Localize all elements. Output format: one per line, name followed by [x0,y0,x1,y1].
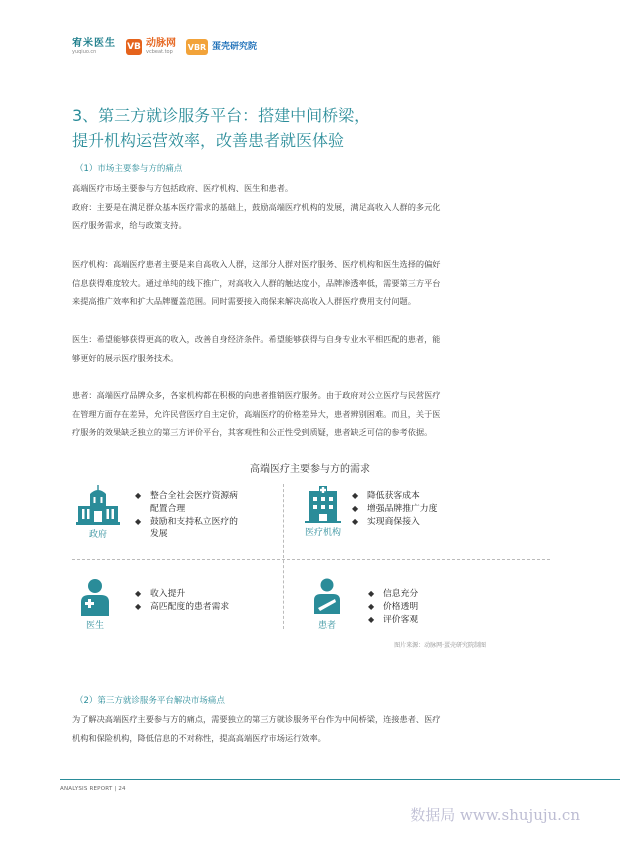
title-line: 3、第三方就诊服务平台：搭建中间桥梁， [72,106,371,125]
institution-quadrant-icon [305,485,341,538]
header-logos [72,36,257,58]
doctor-paragraph [72,330,552,367]
government-needs-list [135,490,240,541]
text-line: 疗服务的效果缺乏独立的第三方评价平台，其客观性和公正性受到质疑，患者缺乏可信的参考依据。 [72,427,433,437]
page-title [72,103,552,153]
figure-title: 高端医疗主要参与方的需求 [250,464,370,475]
text-line: 在管理方面存在差异，允许民营医疗自主定价，高端医疗的价格差异大，患者辨别困难。而且，关于医 [72,408,441,419]
list-item: ◆ 整合全社会医疗资源病配置合理 [135,490,240,516]
institution-needs-list [352,490,502,528]
logo-text: 宥米医生 [72,38,116,49]
text-line: 机构和保险机构，降低信息的不对称性，提高高端医疗市场运行效率。 [72,732,326,743]
text-line: 高端医疗市场主要参与方包括政府、医疗机构、医生和患者。 [72,183,294,193]
list-item: ◆ 收入提升 [135,588,275,601]
institution-paragraph [72,255,552,311]
figure-vertical-divider [283,484,284,629]
vbr-logo [186,39,257,55]
logo-sub: yuqiuo.cn [72,49,97,55]
text-line: 信息获得难度较大。通过单纯的线下推广，对高收入人群的触达度小，品牌渗透率低，需要第三方平台 [72,277,441,288]
vbr-mark-icon: VBR [186,39,208,55]
text-line: 够更好的展示医疗服务技术。 [72,352,179,363]
section-heading: （1）市场主要参与方的痛点 [75,164,183,174]
text-line: 来提高推广效率和扩大品牌覆盖范围。同时需要接入商保来解决高收入人群医疗费用支付问题。 [72,296,416,306]
vcbeat-mark-icon: VB [126,39,142,55]
government-building-icon [76,485,120,525]
list-item: ◆ 增强品牌推广力度 [352,503,502,516]
patient-needs-list [368,588,508,626]
doctor-quadrant-icon [79,578,111,631]
list-item: ◆ 鼓励和支持私立医疗的发展 [135,516,240,542]
intro-paragraph [72,179,552,235]
doctor-needs-list [135,588,275,614]
list-item: ◆ 实现商保接入 [352,516,502,529]
government-label: 政府 [88,530,107,540]
solution-paragraph [72,710,552,747]
patient-icon [313,578,341,616]
hospital-icon [305,485,341,523]
patient-label: 患者 [317,621,336,631]
vcbeat-logo [126,39,176,55]
figure-horizontal-divider [72,559,550,560]
list-item: ◆ 价格透明 [368,601,508,614]
figure-source: 图片来源：动脉网·蛋壳研究院制图 [394,642,486,649]
logo-text: 动脉网 [146,38,176,49]
page-footer: ANALYSIS REPORT | 24 [60,786,126,792]
text-line: 为了解决高端医疗主要参与方的痛点，需要独立的第三方就诊服务平台作为中间桥梁，连接患者、医疗 [72,714,441,724]
institution-label: 医疗机构 [305,528,342,538]
title-line: 提升机构运营效率，改善患者就医体验 [72,131,345,150]
text-line: 患者：高端医疗品牌众多，各家机构都在积极的向患者推销医疗服务。由于政府对公立医疗与民营医疗 [72,390,441,400]
yuqiuo-logo [72,39,116,55]
logo-sub: vcbeat.top [146,49,173,55]
text-line: 政府：主要是在满足群众基本医疗需求的基础上，鼓励高端医疗机构的发展，满足高收入人群的多元化 [72,201,441,212]
text-line: 医疗服务需求，给与政策支持。 [72,220,187,230]
patient-paragraph [72,386,552,442]
government-quadrant-icon [76,485,120,540]
text-line: 医疗机构：高端医疗患者主要是来自高收入人群，这部分人群对医疗服务、医疗机构和医生选择的偏好 [72,259,441,269]
logo-text: 蛋壳研究院 [212,41,258,52]
watermark: 数据局 www.shujuju.cn [410,806,580,824]
list-item: ◆ 信息充分 [368,588,508,601]
list-item: ◆ 高匹配度的患者需求 [135,601,275,614]
footer-rule [60,779,620,780]
doctor-label: 医生 [85,621,104,631]
doctor-icon [79,578,111,616]
list-item: ◆ 降低获客成本 [352,490,502,503]
list-item: ◆ 评价客观 [368,614,508,627]
text-line: 医生：希望能够获得更高的收入，改善自身经济条件。希望能够获得与自身专业水平相匹配的患者，能 [72,334,441,344]
section-heading: （2）第三方就诊服务平台解决市场痛点 [75,696,225,706]
patient-quadrant-icon [313,578,341,631]
